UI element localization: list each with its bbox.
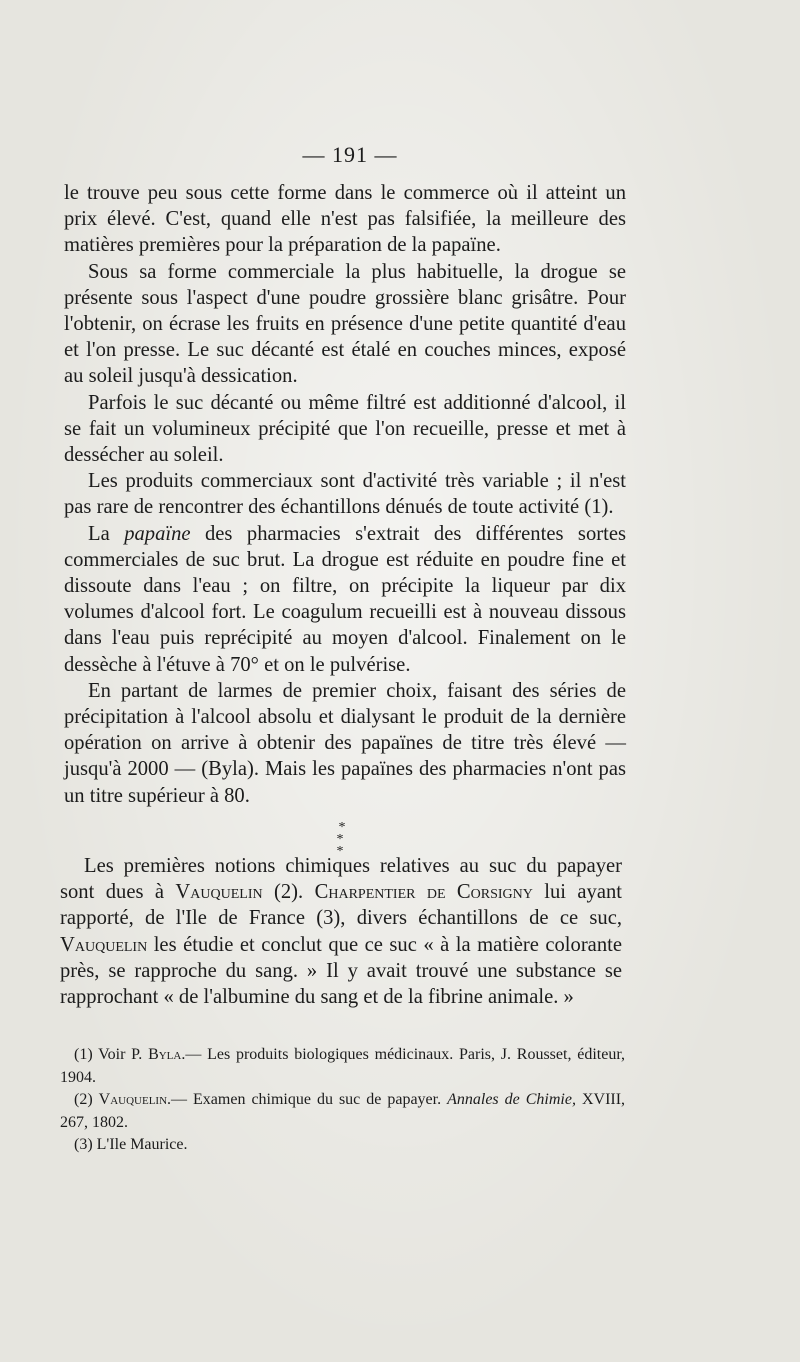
paragraph-7-part-3: lui ayant rapporté, de l'Ile de France (3), divers échantillons de ce suc,	[60, 881, 623, 930]
footnote-2-ref: XVIII, 267, 1802.	[60, 1091, 626, 1131]
author-vauquelin-2: Vauquelin	[60, 933, 148, 956]
paragraph-7-part-1: Les premières notions chimiques relatives au suc du papayer sont dues à	[60, 855, 622, 904]
footnote-1-author: Byla.	[148, 1046, 186, 1063]
main-text	[64, 180, 626, 809]
footnote-2-author: Vauquelin.	[98, 1091, 172, 1108]
footnotes	[60, 1044, 625, 1157]
paragraph-2: Sous sa forme commerciale la plus habituelle, la drogue se présente sous l'aspect d'une poudre grossière blanc grisâtre. Pour l'obtenir, on écrase les fruits en présence d'une petite quantité d'eau et l'on presse. Le suc décanté est étalé en couches minces, exposé au soleil jusqu'à dessication.	[64, 260, 626, 388]
paragraph-7	[60, 853, 622, 1010]
separator-star-bottom: * *	[336, 832, 348, 859]
footnote-1-text: — Les produits biologiques médicinaux. Paris, J. Rousset, éditeur, 1904.	[60, 1046, 625, 1086]
paragraph-6: En partant de larmes de premier choix, faisant des séries de précipitation à l'alcool absolu et dialysant le produit de la dernière opération on arrive à obtenir des papaïnes de titre très élevé — jusqu'à 2000 — (Byla). Mais les papaïnes des pharmacies n'ont pas un titre supérieur à 80.	[64, 679, 626, 807]
paragraph-5-lead: La	[88, 522, 110, 545]
footnote-2-journal: Annales de Chimie,	[447, 1091, 576, 1108]
paragraph-7-part-4: les étudie et conclut que ce suc « à la matière colorante près, se rapproche du sang. » Il y avait trouvé une substance se rapprochant « de l'albumine du sang et de la fibrine animale. »	[60, 933, 622, 1009]
footnote-2-mark: (2)	[74, 1091, 93, 1108]
footnote-1	[60, 1044, 625, 1089]
section-2-text	[60, 853, 622, 1010]
separator-star-top: *	[338, 820, 346, 835]
footnote-2	[60, 1089, 625, 1134]
author-vauquelin: Vauquelin	[175, 881, 263, 904]
author-charpentier: Charpentier de Corsigny	[314, 881, 533, 904]
paragraph-1: le trouve peu sous cette forme dans le commerce où il atteint un prix élevé. C'est, quand elle n'est pas falsifiée, la meilleure des matières premières pour la préparation de la papaïne.	[64, 182, 626, 257]
footnote-1-mark: (1) Voir P.	[74, 1046, 143, 1063]
paragraph-3: Parfois le suc décanté ou même filtré est additionné d'alcool, il se fait un volumineux précipité que l'on recueille, presse et met à dessécher au soleil.	[64, 391, 626, 467]
footnote-3: (3) L'Ile Maurice.	[74, 1136, 188, 1153]
paragraph-5	[64, 521, 626, 678]
paragraph-5-rest: des pharmacies s'extrait des différentes sortes commerciales de suc brut. La drogue est réduite en poudre fine et dissoute dans l'eau ; on filtre, on précipite la liqueur par dix volumes d'alcool fort. Le coagulum recueilli est à nouveau dissous dans l'eau puis reprécipité au moyen d'alcool. Finalement on le dessèche à l'étuve à 70° et on le pulvérise.	[64, 522, 626, 676]
paragraph-4: Les produits commerciaux sont d'activité très variable ; il n'est pas rare de rencontrer des échantillons dénués de toute activité (1).	[64, 470, 626, 519]
page-number: — 191 —	[302, 142, 398, 167]
paragraph-7-part-2: (2).	[274, 881, 304, 904]
footnote-2-text: — Examen chimique du suc de papayer.	[171, 1091, 442, 1108]
papaine-term: papaïne	[124, 522, 191, 545]
